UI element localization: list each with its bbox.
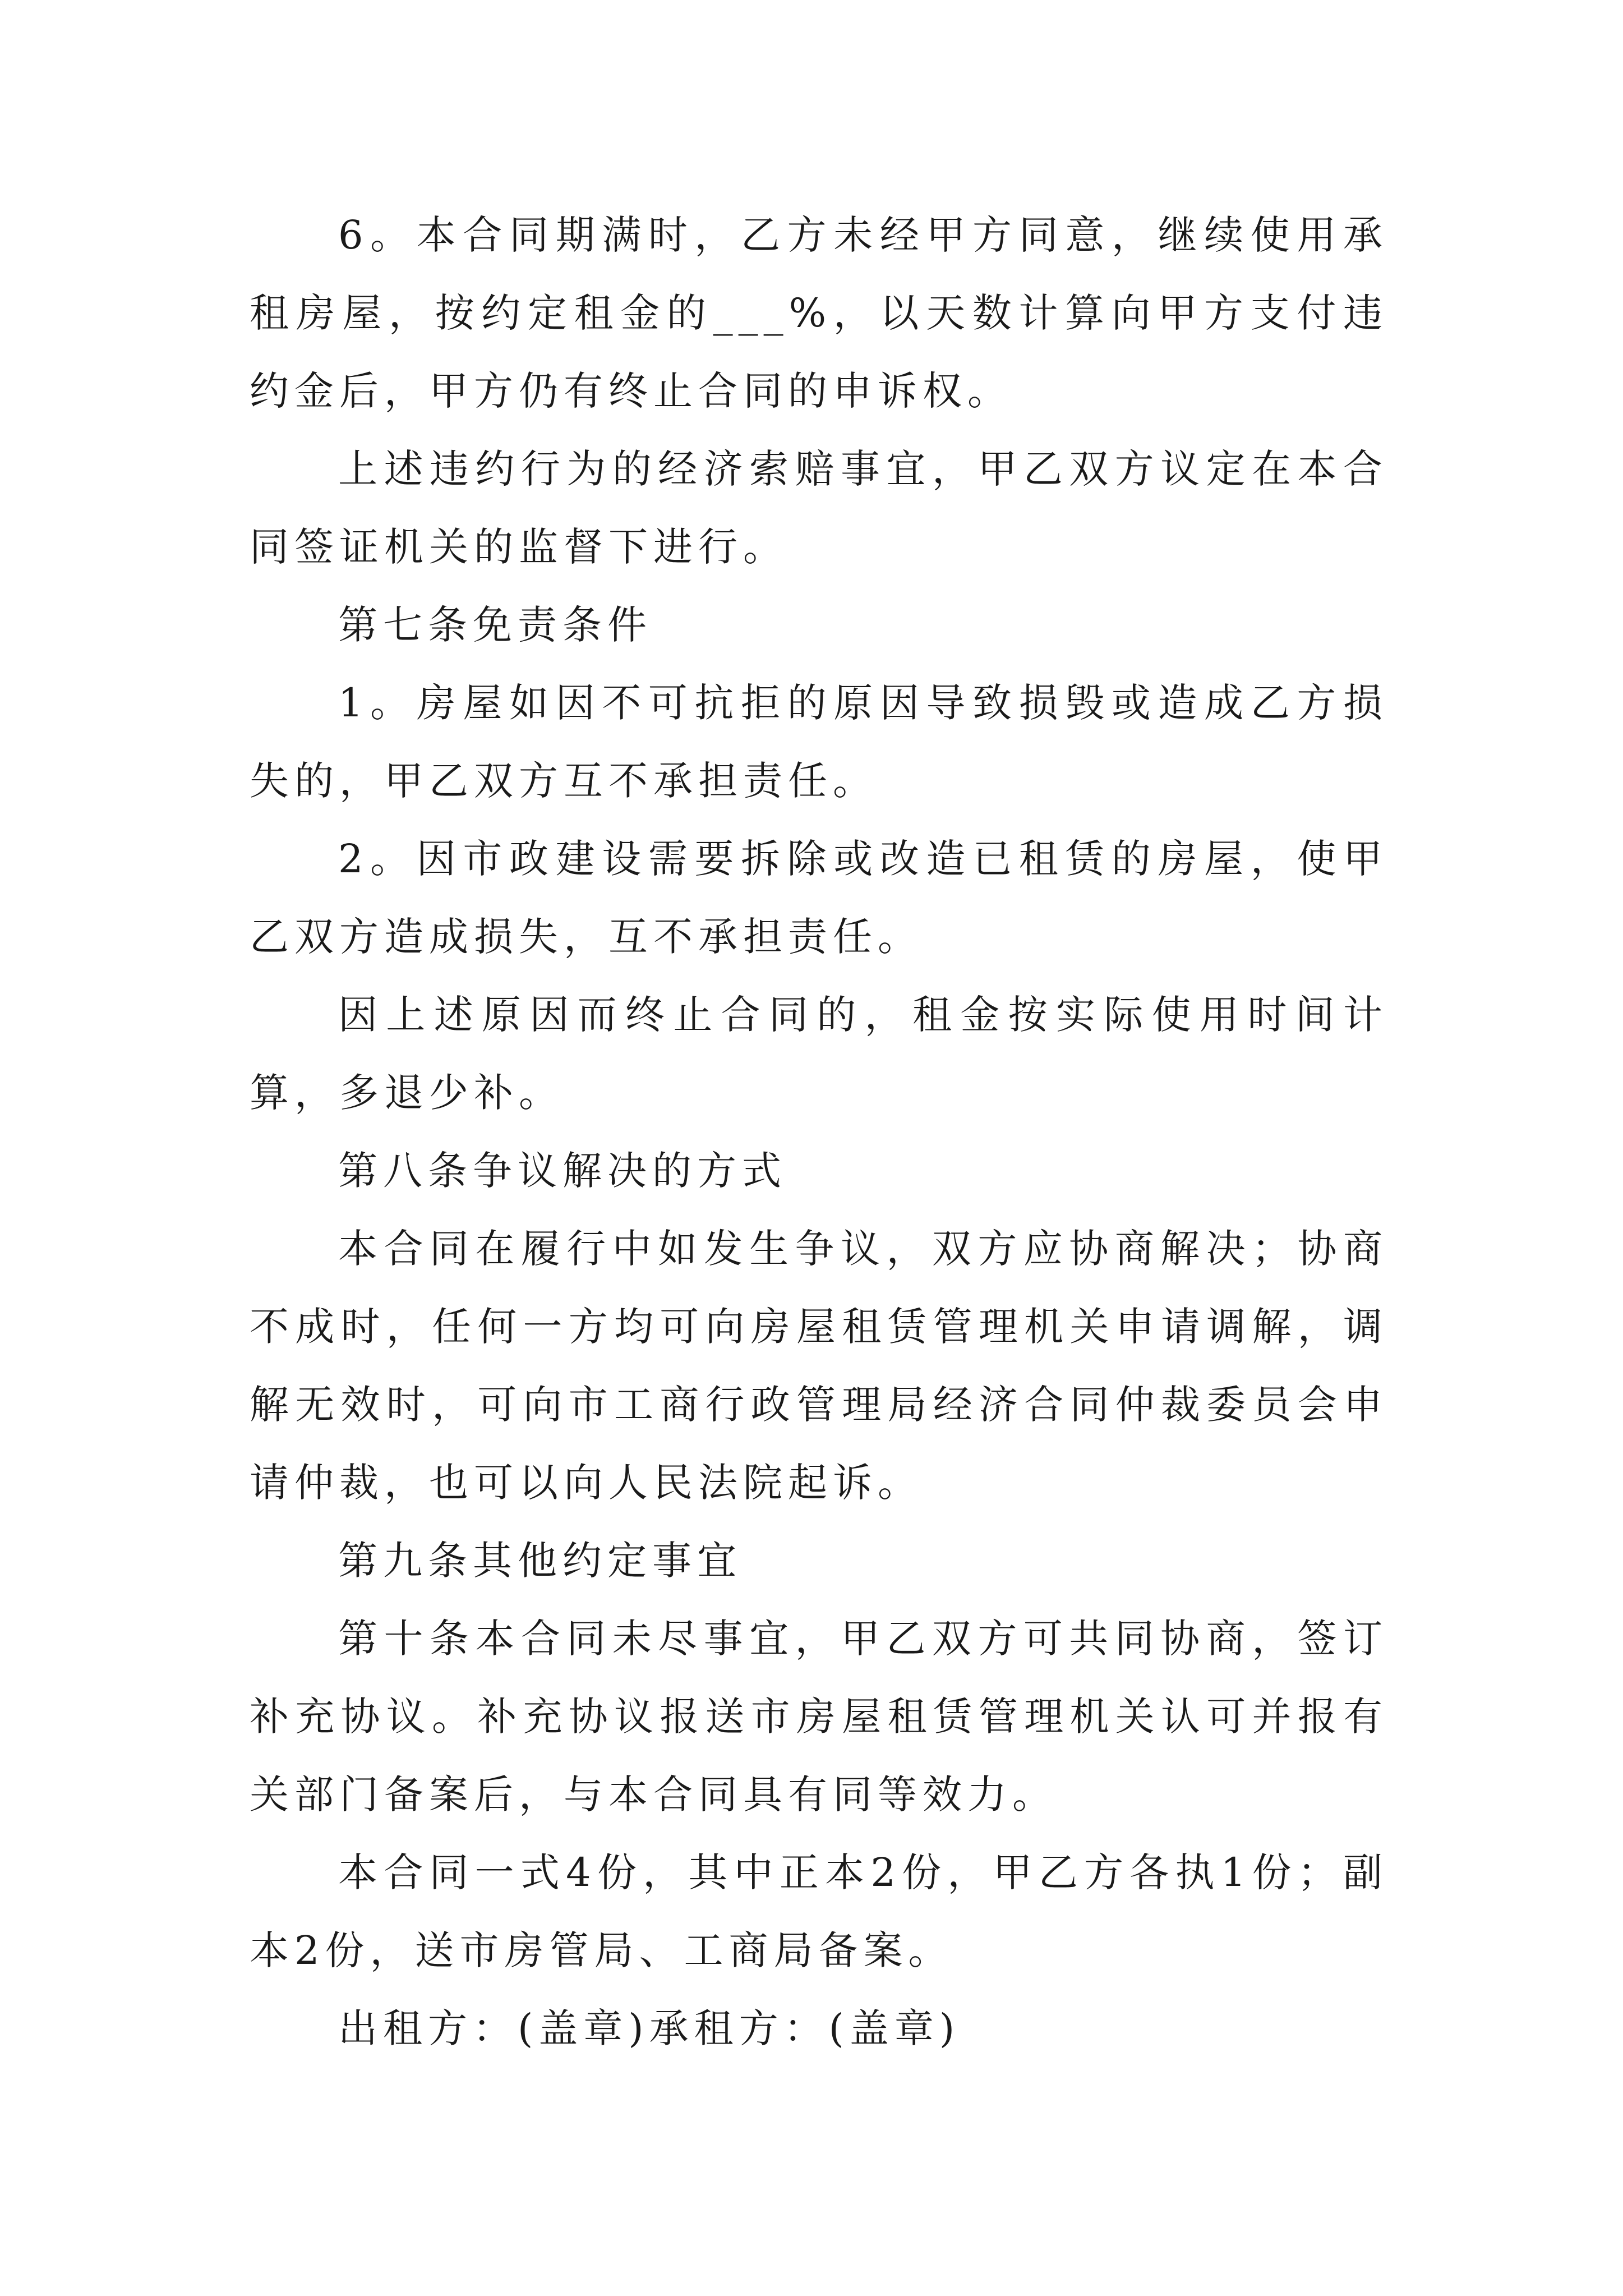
document-page [250,196,1388,2068]
article-9-heading: 第九条其他约定事宜 [338,1538,742,1584]
article-10-paragraph: 第十条本合同未尽事宜，甲乙双方可共同协商，签订补充协议。补充协议报送市房屋租赁管理机关认可并报有关部门备案后，与本合同具有同等效力。 [250,1616,1388,1818]
article-7-item-2: 2。因市政建设需要拆除或改造已租赁的房屋，使甲乙双方造成损失，互不承担责任。 [250,836,1388,960]
article-7-item-1: 1。房屋如因不可抗拒的原因导致损毁或造成乙方损失的，甲乙双方互不承担责任。 [250,680,1388,804]
clause-6-breach-penalty: 6。本合同期满时，乙方未经甲方同意，继续使用承租房屋，按约定租金的___%，以天数计算向甲方支付违约金后，甲方仍有终止合同的申诉权。 [250,212,1388,414]
claims-supervision-paragraph: 上述违约行为的经济索赔事宜，甲乙双方议定在本合同签证机关的监督下进行。 [250,446,1388,570]
rent-settlement-paragraph: 因上述原因而终止合同的，租金按实际使用时间计算，多退少补。 [250,992,1388,1116]
article-8-heading: 第八条争议解决的方式 [338,1148,787,1194]
dispute-resolution-paragraph: 本合同在履行中如发生争议，双方应协商解决；协商不成时，任何一方均可向房屋租赁管理机关申请调解，调解无效时，可向市工商行政管理局经济合同仲裁委员会申请仲裁，也可以向人民法院起诉。 [250,1226,1388,1506]
article-7-heading: 第七条免责条件 [338,602,652,648]
copies-paragraph: 本合同一式4份，其中正本2份，甲乙方各执1份；副本2份，送市房管局、工商局备案。 [250,1849,1388,1973]
signature-line: 出租方：(盖章)承租方：(盖章) [338,2005,961,2051]
